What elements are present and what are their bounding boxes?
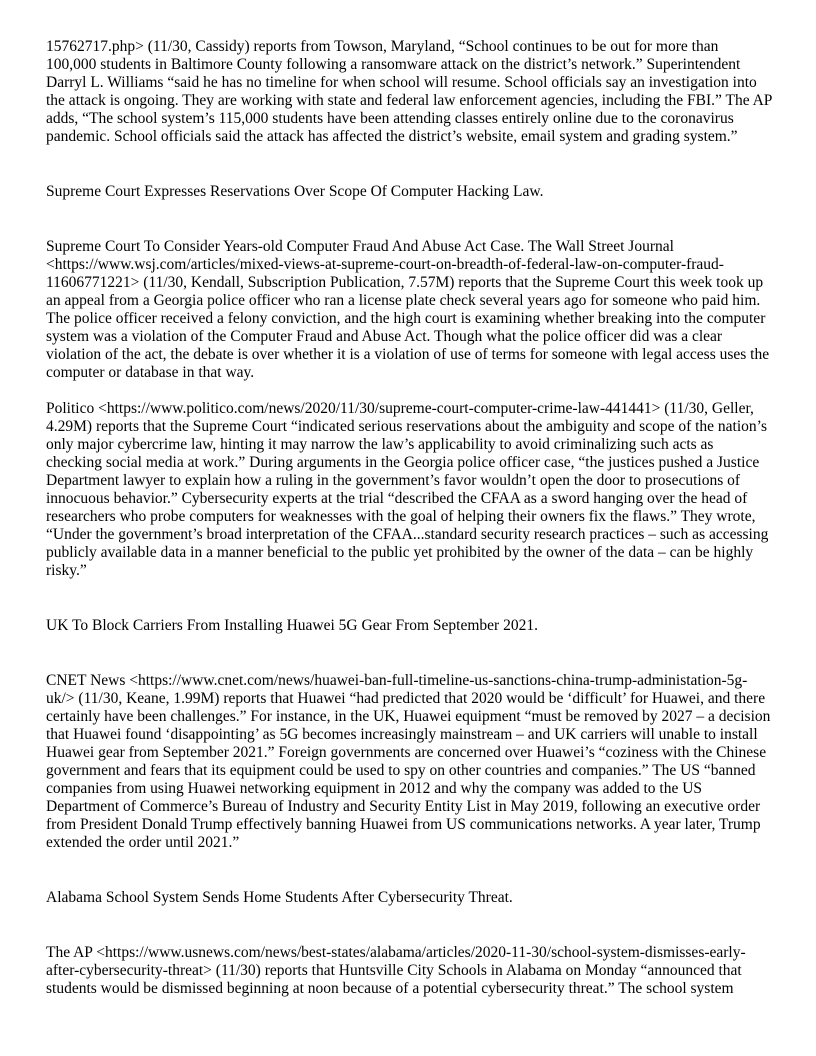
article-headline: UK To Block Carriers From Installing Huawei 5G Gear From September 2021. [46,617,538,634]
article-paragraph: Politico <https://www.politico.com/news/2020/11/30/supreme-court-computer-crime-law-441441> (11/30, Geller, 4.29M) reports that the Supreme Court “indicated serious reservations about the ambiguity and scope of the nation’s only major cybercrime law, hinting it may narrow the law’s applicability to avoid criminalizing such acts as checking social media at work.” During arguments in the Georgia police officer case, “the justices pushed a Justice Department lawyer to explain how a ruling in the government’s favor wouldn’t open the door to prosecutions of innocuous behavior.” Cybersecurity experts at the trial “described the CFAA as a sword hanging over the head of researchers who probe computers for weaknesses with the goal of helping their owners fix the flaws.” They wrote, “Under the government’s broad interpretation of the CFAA...standard security research practices – such as accessing publicly available data in a manner beneficial to the public yet prohibited by the owner of the data – can be highly risky.” [46,400,769,579]
article-paragraph: Supreme Court To Consider Years-old Computer Fraud And Abuse Act Case. The Wall Street Journal <https://www.wsj.com/articles/mixed-views-at-supreme-court-on-breadth-of-federal-law-on-computer-fraud-11606771221> (11/30, Kendall, Subscription Publication, 7.57M) reports that the Supreme Court this week took up an appeal from a Georgia police officer who ran a license plate check several years ago for someone who paid him. The police officer received a felony conviction, and the high court is examining whether breaking into the computer system was a violation of the Computer Fraud and Abuse Act. Though what the police officer did was a clear violation of the act, the debate is over whether it is a violation of use of terms for someone with legal access uses the computer or database in that way. [46,238,770,381]
article-paragraph: The AP <https://www.usnews.com/news/best-states/alabama/articles/2020-11-30/school-system-dismisses-early-after-cybersecurity-threat> (11/30) reports that Huntsville City Schools in Alabama on Monday “announced that students would be dismissed beginning at noon because of a potential cybersecurity threat.” The school system [46,944,746,997]
article-headline: Alabama School System Sends Home Students After Cybersecurity Threat. [46,889,513,906]
document-page [46,38,772,998]
article-headline: Supreme Court Expresses Reservations Over Scope Of Computer Hacking Law. [46,183,544,200]
article-paragraph: CNET News <https://www.cnet.com/news/huawei-ban-full-timeline-us-sanctions-china-trump-administation-5g-uk/> (11/30, Keane, 1.99M) reports that Huawei “had predicted that 2020 would be ‘difficult’ for Huawei, and there certainly have been challenges.” For instance, in the UK, Huawei equipment “must be removed by 2027 – a decision that Huawei found ‘disappointing’ as 5G becomes increasingly mainstream – and UK carriers will unable to install Huawei gear from September 2021.” Foreign governments are concerned over Huawei’s “coziness with the Chinese government and fears that its equipment could be used to spy on other countries and companies.” The US “banned companies from using Huawei networking equipment in 2012 and why the company was added to the US Department of Commerce’s Bureau of Industry and Security Entity List in May 2019, following an executive order from President Donald Trump effectively banning Huawei from US communications networks. A year later, Trump extended the order until 2021.” [46,672,771,851]
article-paragraph: 15762717.php> (11/30, Cassidy) reports from Towson, Maryland, “School continues to be out for more than 100,000 students in Baltimore County following a ransomware attack on the district’s network.” Superintendent Darryl L. Williams “said he has no timeline for when school will resume. School officials say an investigation into the attack is ongoing. They are working with state and federal law enforcement agencies, including the FBI.” The AP adds, “The school system’s 115,000 students have been attending classes entirely online due to the coronavirus pandemic. School officials said the attack has affected the district’s website, email system and grading system.” [46,38,772,145]
